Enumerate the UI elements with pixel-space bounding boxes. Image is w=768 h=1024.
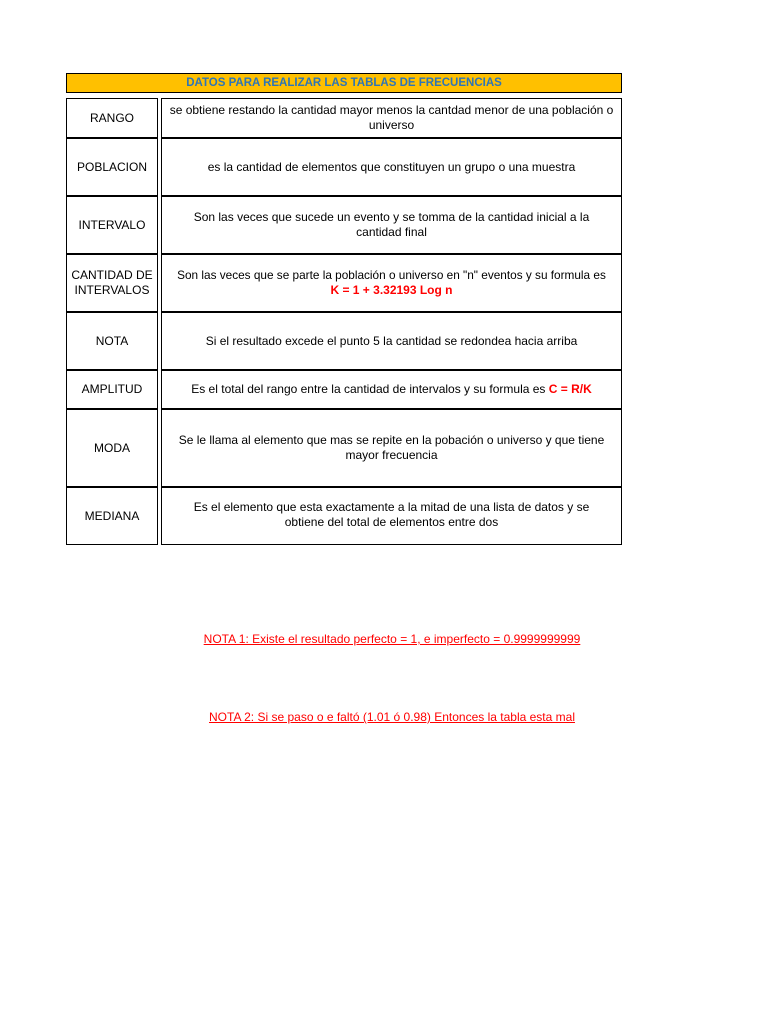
row-label-rango bbox=[66, 98, 158, 138]
note-1: NOTA 1: Existe el resultado perfecto = 1, e imperfecto = 0.9999999999 bbox=[203, 632, 581, 646]
row-description-text: se obtiene restando la cantidad mayor menos la cantdad menor de una población o universo bbox=[169, 103, 614, 132]
row-description-text: Son las veces que se parte la población o universo en "n" eventos y su formula es bbox=[177, 268, 606, 282]
row-label-text: INTERVALO bbox=[78, 217, 146, 232]
row-label-amplitud bbox=[66, 370, 158, 409]
row-description-nota bbox=[161, 312, 622, 370]
row-description-text: Son las veces que sucede un evento y se tomma de la cantidad inicial a la cantidad final bbox=[193, 210, 590, 239]
row-label-nota bbox=[66, 312, 158, 370]
row-label-text: AMPLITUD bbox=[81, 382, 143, 396]
row-description-cantidad-de-intervalos bbox=[161, 254, 622, 312]
row-label-poblacion bbox=[66, 138, 158, 196]
row-label-text: POBLACION bbox=[76, 159, 148, 174]
row-label-text: RANGO bbox=[89, 110, 134, 125]
row-description-content bbox=[177, 268, 606, 298]
table-title: DATOS PARA REALIZAR LAS TABLAS DE FRECUENCIAS bbox=[66, 73, 622, 93]
row-label-text: CANTIDAD DE INTERVALOS bbox=[71, 268, 153, 297]
row-label-mediana bbox=[66, 487, 158, 545]
row-description-amplitud bbox=[161, 370, 622, 409]
row-description-text: Se le llama al elemento que mas se repite en la pobación o universo y que tiene mayor frecuencia bbox=[178, 433, 605, 462]
formula-k: K = 1 + 3.32193 Log n bbox=[330, 283, 453, 297]
row-description-content bbox=[191, 382, 592, 397]
row-description-moda bbox=[161, 409, 622, 487]
row-label-moda bbox=[66, 409, 158, 487]
formula-c: C = R/K bbox=[548, 382, 592, 396]
note-2: NOTA 2: Si se paso o e faltó (1.01 ó 0.98) Entonces la tabla esta mal bbox=[209, 710, 575, 724]
row-label-text: MEDIANA bbox=[84, 508, 140, 523]
row-description-mediana bbox=[161, 487, 622, 545]
row-label-intervalo bbox=[66, 196, 158, 254]
row-description-rango bbox=[161, 98, 622, 138]
row-description-text: Es el elemento que esta exactamente a la mitad de una lista de datos y se obtiene del total de elementos entre dos bbox=[193, 500, 590, 529]
row-description-intervalo bbox=[161, 196, 622, 254]
row-description-text: Es el total del rango entre la cantidad de intervalos y su formula es bbox=[191, 382, 546, 396]
row-label-text: NOTA bbox=[95, 333, 129, 348]
row-description-poblacion bbox=[161, 138, 622, 196]
row-description-text: Si el resultado excede el punto 5 la cantidad se redondea hacia arriba bbox=[205, 333, 578, 348]
row-description-text: es la cantidad de elementos que constituyen un grupo o una muestra bbox=[207, 159, 576, 174]
row-label-text: MODA bbox=[94, 440, 130, 455]
row-label-cantidad-de-intervalos bbox=[66, 254, 158, 312]
